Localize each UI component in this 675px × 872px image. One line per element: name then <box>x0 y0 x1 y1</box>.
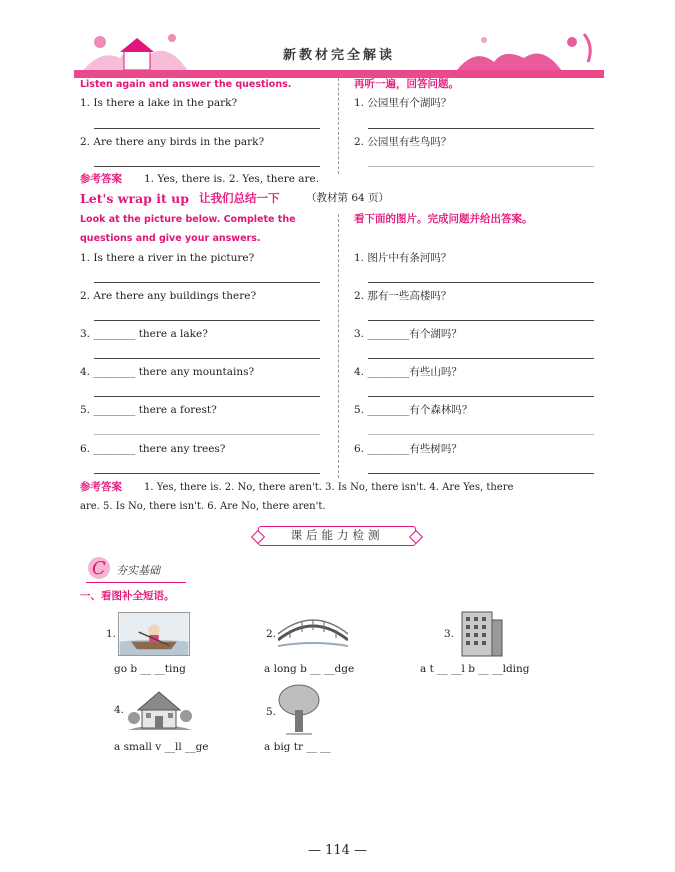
header-title: 新教材完全解读 <box>282 48 395 63</box>
answer-line[interactable] <box>368 166 594 167</box>
wrap-q3-en: 3. ________ there a lake? <box>80 328 208 340</box>
header-band <box>74 70 604 78</box>
exercise-item-4-phrase[interactable]: a small v __ll __ge <box>114 741 209 753</box>
wrap-answer-line-2: are. 5. Is No, there isn't. 6. Are No, there aren't. <box>80 501 326 512</box>
exercise-item-5-number: 5. <box>266 706 277 718</box>
wrap-q1-en: 1. Is there a river in the picture? <box>80 252 255 264</box>
listen-heading-cn: 再听一遍，回答问题。 <box>354 78 459 90</box>
exercise-item-1-number: 1. <box>106 628 117 640</box>
answer-line[interactable] <box>94 358 320 359</box>
wrap-answer-line-1: 1. Yes, there is. 2. No, there aren't. 3. Is No, there isn't. 4. Are Yes, there <box>144 482 514 493</box>
listen-q1-en: 1. Is there a lake in the park? <box>80 97 238 109</box>
answer-line[interactable] <box>368 320 594 321</box>
answer-line[interactable] <box>368 473 594 474</box>
answer-line[interactable] <box>94 320 320 321</box>
wrap-page-ref: （教材第 64 页） <box>306 192 390 204</box>
listen-q1-cn: 1. 公园里有个湖吗？ <box>354 97 452 109</box>
answer-line[interactable] <box>368 396 594 397</box>
wrap-instruction-cn: 看下面的图片。完成问题并给出答案。 <box>354 213 533 225</box>
exercise-heading: 一、看图补全短语。 <box>80 590 175 602</box>
answer-line[interactable] <box>368 358 594 359</box>
wrap-title-en: Let's wrap it up <box>80 191 189 206</box>
wrap-q3-cn: 3. ________有个湖吗？ <box>354 328 462 340</box>
basics-underline <box>86 582 186 583</box>
boating-picture <box>118 612 190 656</box>
column-divider <box>338 214 339 478</box>
wrap-answer-label: 参考答案 <box>80 481 122 493</box>
basics-badge-letter: C <box>92 558 106 579</box>
answer-line[interactable] <box>368 282 594 283</box>
header-banner <box>74 28 604 78</box>
wrap-q5-cn: 5. ________有个森林吗？ <box>354 404 473 416</box>
answer-line[interactable] <box>94 473 320 474</box>
answer-line[interactable] <box>94 166 320 167</box>
wrap-q1-cn: 1. 图片中有条河吗？ <box>354 252 452 264</box>
answer-line[interactable] <box>368 128 594 129</box>
answer-line[interactable] <box>94 282 320 283</box>
answer-line[interactable] <box>368 434 594 435</box>
village-picture <box>128 684 192 732</box>
exercise-item-1-phrase[interactable]: go b __ __ting <box>114 663 186 675</box>
listen-q2-cn: 2. 公园里有些鸟吗？ <box>354 136 452 148</box>
wrap-title-cn: 让我们总结一下 <box>199 191 280 205</box>
wrap-q2-en: 2. Are there any buildings there? <box>80 290 257 302</box>
tall-building-picture <box>456 608 504 658</box>
exercise-item-4-number: 4. <box>114 704 125 716</box>
exercise-item-2-number: 2. <box>266 628 277 640</box>
exercise-item-2-phrase[interactable]: a long b __ __dge <box>264 663 355 675</box>
big-tree-picture <box>276 684 322 736</box>
exercise-item-5-phrase[interactable]: a big tr __ __ <box>264 741 331 753</box>
wrap-q4-en: 4. ________ there any mountains? <box>80 366 255 378</box>
section-title: 课后能力检测 <box>258 526 416 546</box>
basics-label: 夯实基础 <box>116 564 160 577</box>
exercise-item-3-phrase[interactable]: a t __ __l b __ __lding <box>420 663 530 675</box>
wrap-q4-cn: 4. ________有些山吗？ <box>354 366 462 378</box>
listen-heading-en: Listen again and answer the questions. <box>80 79 292 90</box>
page-number: — 114 — <box>307 843 368 858</box>
header-decoration-right-icon <box>444 28 604 74</box>
wrap-instruction-en-1: Look at the picture below. Complete the <box>80 214 296 225</box>
wrap-instruction-en-2: questions and give your answers. <box>80 233 261 244</box>
wrap-q6-en: 6. ________ there any trees? <box>80 443 226 455</box>
exercise-item-3-number: 3. <box>444 628 455 640</box>
answer-line[interactable] <box>94 434 320 435</box>
answer-line[interactable] <box>94 128 320 129</box>
column-divider <box>338 78 339 174</box>
wrap-q5-en: 5. ________ there a forest? <box>80 404 217 416</box>
listen-answer-text: 1. Yes, there is. 2. Yes, there are. <box>144 173 320 185</box>
wrap-q6-cn: 6. ________有些树吗？ <box>354 443 462 455</box>
bridge-picture <box>278 610 348 652</box>
answer-line[interactable] <box>94 396 320 397</box>
listen-q2-en: 2. Are there any birds in the park? <box>80 136 265 148</box>
wrap-q2-cn: 2. 那有一些高楼吗？ <box>354 290 452 302</box>
listen-answer-label: 参考答案 <box>80 173 122 185</box>
